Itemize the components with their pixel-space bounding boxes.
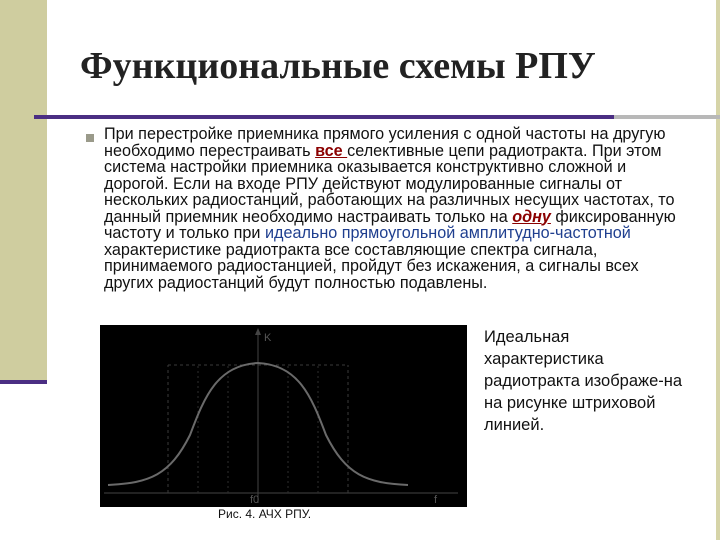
body-emphasis-one: одну <box>512 207 551 226</box>
body-blue-text: идеально прямоугольной амплитудно-частотной <box>264 224 631 242</box>
body-paragraph <box>104 126 684 291</box>
left-decor-bar-accent <box>0 380 47 384</box>
figure-caption: Рис. 4. АЧХ РПУ. <box>218 507 312 521</box>
title-rule-accent <box>614 115 720 119</box>
f-axis-label: f <box>434 494 438 506</box>
body-text-part4: характеристике радиотракта все составляющие спектра сигнала, принимаемого радиостанцией, пройдут без искажения, а сигналы всех других радиостанций будут полностью подавлены. <box>104 240 639 292</box>
bullet-marker <box>86 134 94 142</box>
right-decor-bar <box>716 0 720 540</box>
body-emphasis-all: все <box>315 141 348 160</box>
k-axis-label: K <box>264 332 272 344</box>
frequency-response-figure <box>100 325 467 507</box>
frequency-response-graph <box>100 325 467 507</box>
left-decor-bar <box>0 0 47 383</box>
slide-title: Функциональные схемы РПУ <box>80 45 596 87</box>
body-text-part1: При перестройке приемника прямого усиления с одной частоты на другую необходимо перестраивать <box>104 125 666 160</box>
body-text-part3: фиксированную частоту и только при <box>104 207 676 242</box>
side-description: Идеальная характеристика радиотракта изображе-на на рисунке штриховой линией. <box>484 328 683 434</box>
body-text-part2: селективные цепи радиотракта. При этом система настройки приемника оказывается конструктивно сложной и дорогой. Если на входе РПУ действуют модулированные сигналы от нескольких радиостанций, работающих на различных несущих частотах, то данный приемник необходимо настраивать только на <box>104 141 675 226</box>
f0-axis-label: f0 <box>250 494 260 506</box>
k-axis-arrow <box>255 328 261 335</box>
